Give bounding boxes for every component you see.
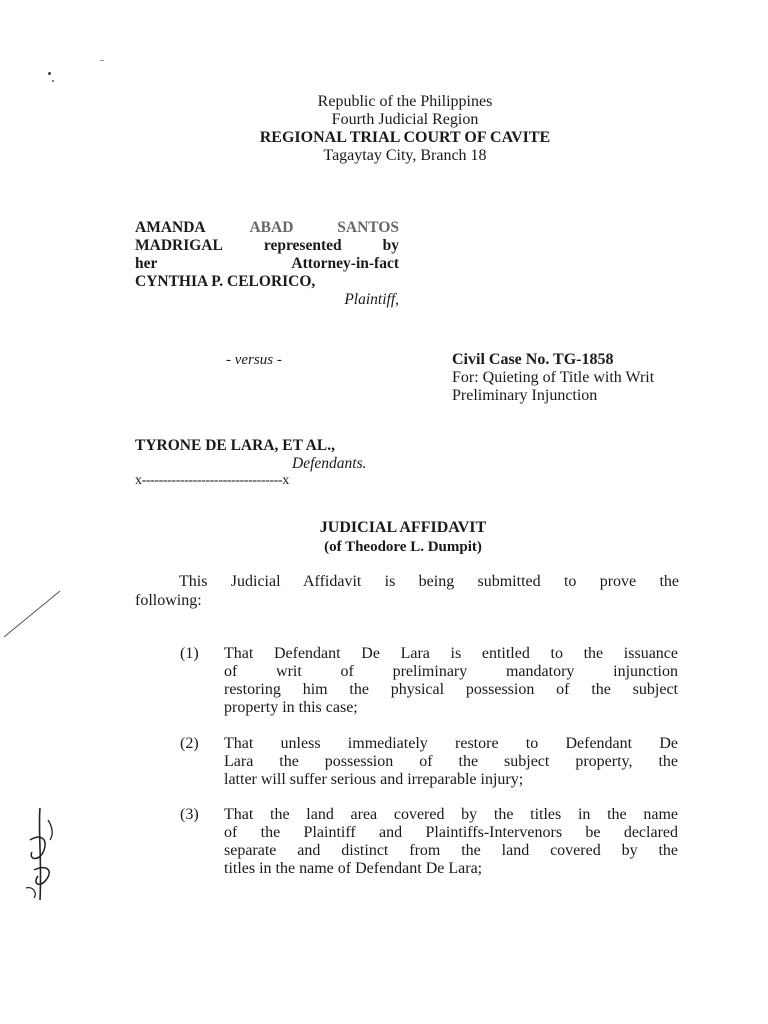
- item-line: That the land area covered by the titles in the name: [224, 806, 678, 823]
- scan-speck: [48, 72, 51, 75]
- item-line: restoring him the physical possession of the subject: [224, 681, 678, 698]
- item-line: That unless immediately restore to Defendant De: [224, 735, 678, 752]
- item-number: (2): [180, 735, 199, 752]
- item-line: titles in the name of Defendant De Lara;: [224, 860, 483, 877]
- intro-line-1: This Judicial Affidavit is being submitted to prove the: [179, 573, 679, 590]
- item-line: of the Plaintiff and Plaintiffs-Intervenors be declared: [224, 824, 678, 841]
- header-region: Fourth Judicial Region: [331, 111, 479, 128]
- case-number: Civil Case No. TG-1858: [452, 351, 614, 368]
- plaintiff-line-3: [135, 255, 399, 273]
- plaintiff-attorney: Attorney-in-fact: [291, 255, 399, 272]
- item-text: [224, 645, 678, 717]
- item-number: (3): [180, 806, 199, 823]
- header-republic: Republic of the Philippines: [317, 93, 493, 110]
- header-branch: Tagaytay City, Branch 18: [323, 147, 487, 164]
- defendant-role: Defendants.: [292, 455, 367, 472]
- plaintiff-name-1: AMANDA: [135, 219, 206, 236]
- header-court: REGIONAL TRIAL COURT OF CAVITE: [259, 129, 551, 146]
- plaintiff-name-3: SANTOS: [337, 219, 399, 236]
- caption-separator: x---------------------------------x: [135, 473, 289, 488]
- plaintiff-name-2: ABAD: [249, 219, 294, 236]
- handwritten-initials: [18, 800, 68, 910]
- scan-speck: [52, 80, 54, 82]
- affiant-name: (of Theodore L. Dumpit): [324, 539, 482, 555]
- item-text: [224, 806, 678, 878]
- plaintiff-by: by: [382, 237, 399, 254]
- case-nature-2: Preliminary Injunction: [452, 387, 598, 404]
- defendant-name: TYRONE DE LARA, ET AL.,: [135, 437, 335, 454]
- case-info: [452, 351, 654, 405]
- plaintiff-her: her: [135, 255, 158, 272]
- affidavit-title: JUDICIAL AFFIDAVIT: [319, 519, 487, 536]
- plaintiff-representative: CYNTHIA P. CELORICO,: [135, 273, 316, 290]
- item-number: (1): [180, 645, 199, 662]
- margin-pen-stroke: [0, 585, 70, 645]
- plaintiff-line-2: [135, 237, 399, 255]
- plaintiff-role: Plaintiff,: [344, 291, 399, 308]
- item-line: separate and distinct from the land covered by the: [224, 842, 678, 859]
- plaintiff-block: [135, 219, 399, 309]
- plaintiff-surname: MADRIGAL: [135, 237, 223, 254]
- plaintiff-line-1: [135, 219, 399, 237]
- plaintiff-represented: represented: [263, 237, 342, 254]
- item-line: Lara the possession of the subject property, the: [224, 753, 678, 770]
- item-line: That Defendant De Lara is entitled to the issuance: [224, 645, 678, 662]
- item-line: property in this case;: [224, 699, 358, 716]
- item-line: of writ of preliminary mandatory injunction: [224, 663, 678, 680]
- item-line: latter will suffer serious and irreparable injury;: [224, 771, 524, 788]
- versus-label: - versus -: [226, 352, 282, 368]
- case-nature-1: For: Quieting of Title with Writ: [452, 369, 655, 386]
- intro-line-2: following:: [135, 592, 202, 609]
- scan-speck: [100, 60, 104, 61]
- item-text: [224, 735, 678, 789]
